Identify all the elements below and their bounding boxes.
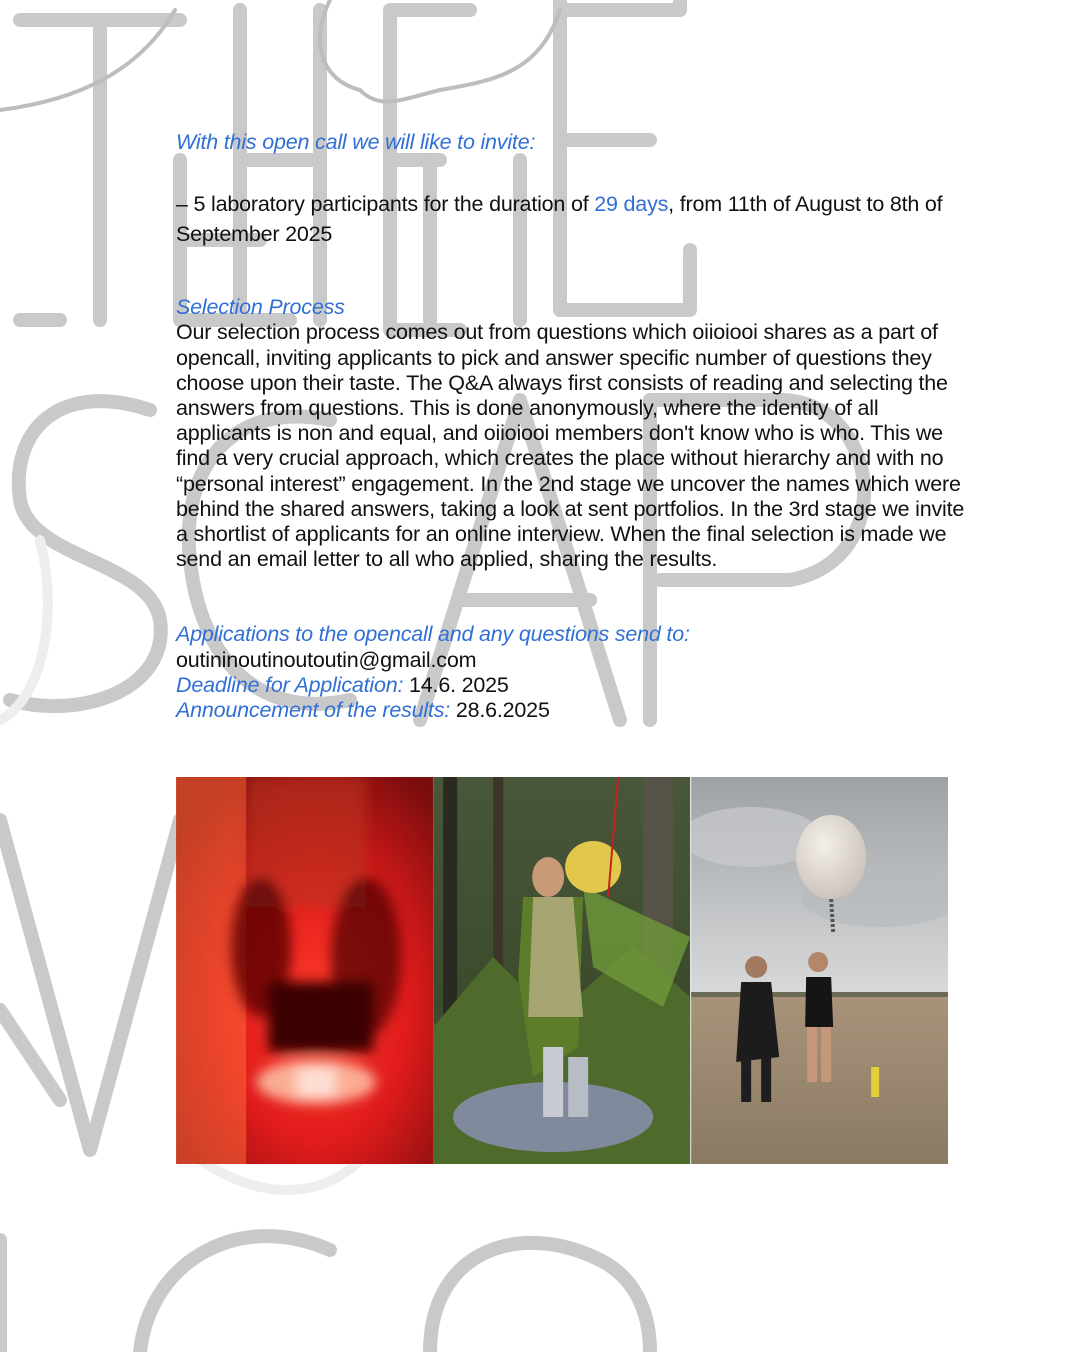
open-call-content <box>176 130 966 723</box>
contact-email[interactable]: outininoutinoutoutin@gmail.com <box>176 647 477 672</box>
deadline-label: Deadline for Application: <box>176 672 404 697</box>
forest-costume-photo <box>433 777 690 1164</box>
selection-body: Our selection process comes out from questions which oiioiooi shares as a part of opencall, inviting applicants to pick and answer specific number of questions they choose upon their taste. The Q&A always first consists of reading and selecting the answers from questions. This is done anonymously, where the identity of all applicants is non and equal, and oiioiooi members don't know who is who. This we find a very crucial approach, which creates the place without hierarchy and with no “personal interest” engagement. In the 2nd stage we uncover the names which were behind the shared answers, taking a look at sent portfolios. In the 3rd stage we invite a shortlist of applicants for an online interview. When the final selection is made we send an email letter to all who applied, sharing the results. <box>176 320 965 572</box>
announcement-label: Announcement of the results: <box>176 698 451 723</box>
announcement-line <box>176 698 966 723</box>
photo-strip <box>176 777 948 1164</box>
deadline-line <box>176 673 966 698</box>
deadline-value: 14.6. 2025 <box>403 672 509 697</box>
applications-heading: Applications to the opencall and any questions send to: <box>176 622 690 647</box>
selection-heading: Selection Process <box>176 295 345 320</box>
announcement-value: 28.6.2025 <box>450 698 550 723</box>
invite-heading: With this open call we will like to invite: <box>176 130 536 154</box>
participants-text-end: , from 11th of August to 8th of September 2025 <box>176 192 943 247</box>
field-balloon-photo <box>691 777 948 1164</box>
duration-highlight: 29 days <box>594 192 669 217</box>
participants-line <box>176 189 966 249</box>
participants-text-start: – 5 laboratory participants for the duration of <box>176 192 595 217</box>
red-performance-photo <box>176 777 433 1164</box>
